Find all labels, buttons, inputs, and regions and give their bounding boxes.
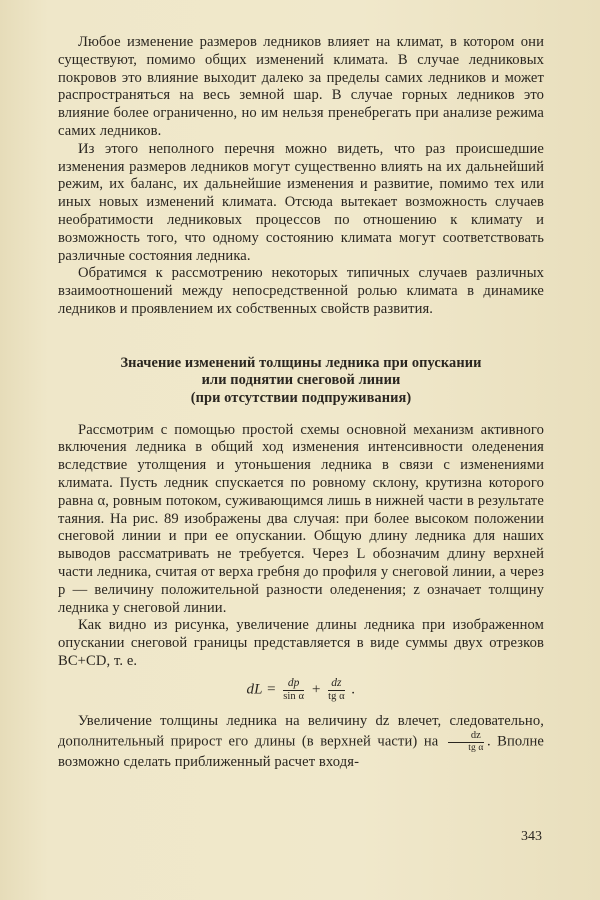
formula-lhs: dL = [246, 681, 277, 698]
fraction-denominator: sin α [283, 690, 305, 702]
paragraph-1: Любое изменение размеров ледников влияет на климат, в котором они существуют, помимо общих изменений климата. В случае ледниковых покровов это влияние выходит далеко за пределы самих ледников и может распространяться на весь земной шар. В случае горных ледников это влияние более ограниченно, но им нельзя пренебрегать при анализе режима самих ледников. [58, 34, 544, 139]
paragraph-2: Из этого неполного перечня можно видеть, что раз происшедшие изменения размеров ледников могут существенно влиять на их дальнейший режим, их баланс, их дальнейшие изменения и развитие, помимо тех или иных новых изменений климата. Отсюда вытекает возможность случаев необратимости ледниковых процессов по отношению к климату и возможность того, что одному состоянию климата могут соответствовать различные состояния ледника. [58, 140, 544, 264]
formula-plus: + [310, 681, 322, 698]
formula-end: . [351, 681, 356, 698]
inline-fraction-dz-tg [448, 730, 484, 754]
fraction-denominator: tg α [328, 690, 345, 702]
fraction-dz-tg [328, 677, 345, 703]
heading-line-1: Значение изменений толщины ледника при опускании [120, 354, 482, 371]
fraction-denominator: tg α [468, 743, 484, 754]
page-number: 343 [521, 829, 542, 844]
paragraph-5: Как видно из рисунка, увеличение длины ледника при изображенном опускании снеговой границы представляется в виде суммы двух отрезков BC+CD, т. е. [58, 617, 544, 669]
formula-dL [58, 677, 544, 703]
fraction-numerator: dp [283, 677, 304, 691]
heading-line-3: (при отсутствии подпруживания) [190, 389, 412, 406]
fraction-numerator: dz [328, 677, 345, 691]
heading-line-2: или поднятии снеговой линии [201, 372, 401, 389]
paragraph-3: Обратимся к рассмотрению некоторых типичных случаев различных взаимоотношений между непосредственной ролью климата в динамике ледников и проявлением их собственных свойств развития. [58, 265, 544, 317]
fraction-dp-sin [283, 677, 304, 703]
paragraph-6 [58, 713, 544, 773]
paragraph-4: Рассмотрим с помощью простой схемы основной механизм активного включения ледника в общий ход изменения интенсивности оледенения вследствие утолщения и утоньшения ледника в связи с изменениями климата. Пусть ледник спускается по ровному склону, крутизна которого равна α, ровным потоком, суживающимся лишь в нижней части в результате таяния. На рис. 89 изображены два случая: при более высоком положении снеговой линии и при ее опускании. Общую длину ледника для наших выводов рассматривать не требуется. Через L обозначим длину верхней части ледника, считая от верха гребня до профиля у снеговой линии, а через p — величину положительной разности оледенения; z означает толщину ледника у снеговой линии. [58, 421, 544, 616]
page-text [58, 34, 544, 772]
fraction-numerator: dz [448, 730, 484, 743]
paragraph-6-part-1: Увеличение толщины ледника на величину dz влечет, следовательно, дополнительный прирост его длины (в верхней части) на [58, 712, 544, 750]
section-heading [58, 355, 544, 408]
paragraph-6-part-2: . Вполне возможно сделать приближенный расчет входя- [58, 733, 544, 771]
